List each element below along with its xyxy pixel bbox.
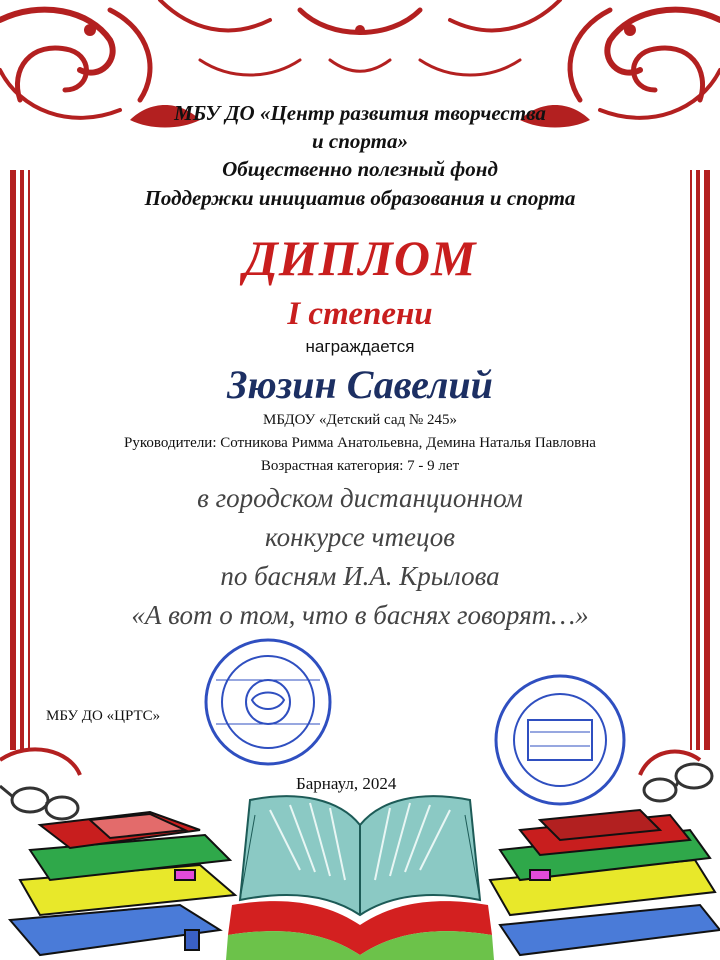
stamp-right-icon xyxy=(496,676,624,804)
stamp-left-icon xyxy=(206,640,330,764)
diploma-title: ДИПЛОМ xyxy=(243,230,477,286)
open-book-icon xyxy=(226,796,494,960)
header-line-2: и спорта» xyxy=(312,129,408,153)
books-left-icon xyxy=(10,812,235,955)
supervisors: Руководители: Сотникова Римма Анатольевна, Демина Наталья Павловна xyxy=(124,435,596,451)
institution: МБДОУ «Детский сад № 245» xyxy=(263,412,457,428)
contest-line-4: «А вот о том, что в баснях говорят…» xyxy=(131,600,589,630)
header-line-1: МБУ ДО «Центр развития творчества xyxy=(174,101,546,125)
organization-signature: МБУ ДО «ЦРТС» xyxy=(46,708,161,724)
awarded-label: награждается xyxy=(305,337,415,356)
glasses-left-icon xyxy=(0,786,78,819)
header-line-4: Поддержки инициатив образования и спорта xyxy=(144,186,576,210)
glasses-right-icon xyxy=(644,764,712,801)
books-right-icon xyxy=(490,810,720,955)
contest-line-2: конкурсе чтецов xyxy=(264,522,456,552)
age-category: Возрастная категория: 7 - 9 лет xyxy=(260,458,460,474)
contest-line-1: в городском дистанционном xyxy=(197,483,523,513)
city-year: Барнаул, 2024 xyxy=(296,774,397,793)
diploma-degree: I степени xyxy=(287,296,433,332)
recipient-name: Зюзин Савелий xyxy=(227,362,493,407)
contest-line-3: по басням И.А. Крылова xyxy=(220,561,500,591)
header-line-3: Общественно полезный фонд xyxy=(222,157,498,181)
